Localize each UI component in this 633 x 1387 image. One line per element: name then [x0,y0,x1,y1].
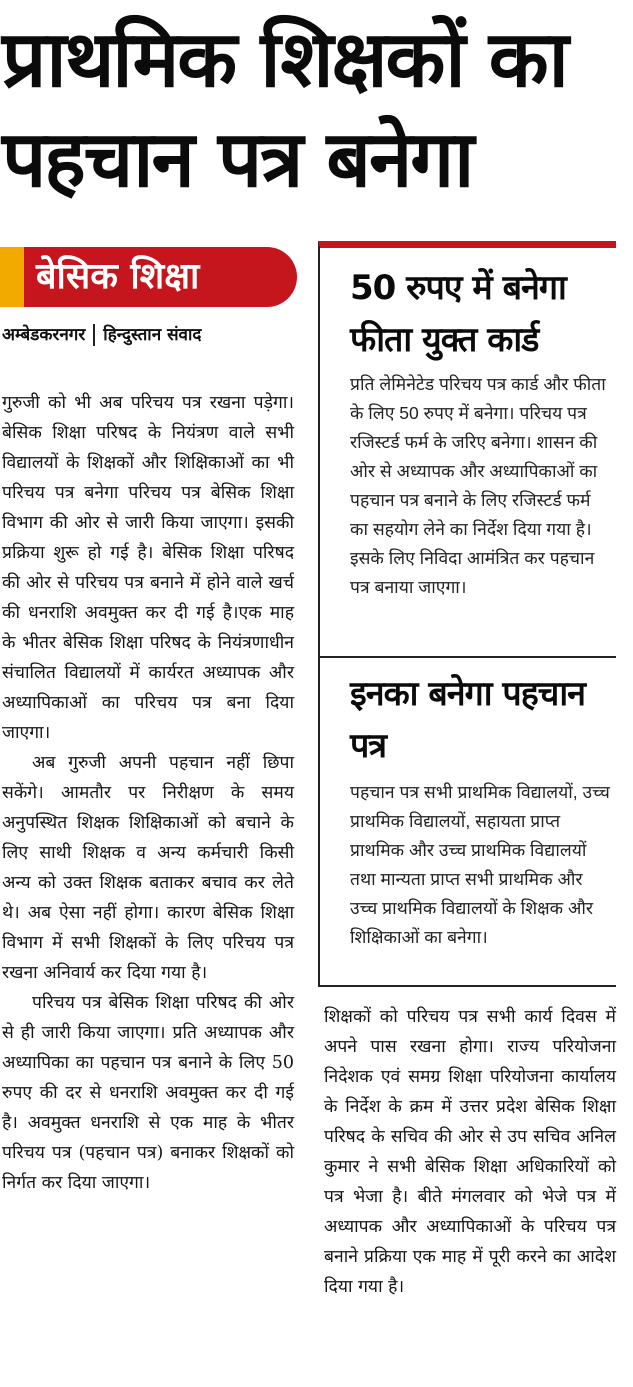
byline-separator [93,324,95,346]
section-tag-label: बेसिक शिक्षा [36,256,200,297]
headline: प्राथमिक शिक्षकों का पहचान पत्र बनेगा [2,15,567,205]
box2-heading: इनका बनेगा पहचान पत्र [350,674,586,766]
section-tag [0,247,297,307]
article-paragraph-1: गुरुजी को भी अब परिचय पत्र रखना पड़ेगा। बेसिक शिक्षा परिषद के नियंत्रण वाले सभी विद्यालयों के शिक्षकों और शिक्षिकाओं का भी परिचय पत्र बनेगा परिचय पत्र बेसिक शिक्षा विभाग की ओर से जारी किया जाएगा। इसकी प्रक्रिया शुरू हो गई है। बेसिक शिक्षा परिषद की ओर से परिचय पत्र बनाने में होने वाले खर्च की धनराशि अवमुक्त कर दी गई है।एक माह के भीतर बेसिक शिक्षा परिषद के नियंत्रणाधीन संचालित विद्यालयों में कार्यरत अध्यापक और अध्यापिकाओं का परिचय पत्र बना दिया जाएगा। [2,393,294,743]
box-divider [320,656,616,658]
box1-heading: 50 रुपए में बनेगा फीता युक्त कार्ड [350,268,566,360]
article-paragraph-4: शिक्षकों को परिचय पत्र सभी कार्य दिवस में अपने पास रखना होगा। राज्य परियोजना निदेशक एवं समग्र शिक्षा परियोजना कार्यालय के निर्देश के क्रम में उत्तर प्रदेश बेसिक शिक्षा परिषद के सचिव की ओर से उप सचिव अनिल कुमार ने सभी बेसिक शिक्षा अधिकारियों को पत्र भेजा है। बीते मंगलवार को भेजे पत्र में अध्यापक और अध्यापिकाओं के परिचय पत्र बनाने प्रक्रिया एक माह में पूरी करने का आदेश दिया गया है। [324,1007,616,1297]
byline [2,322,302,348]
sidebar-box [318,241,616,987]
box2-body: पहचान पत्र सभी प्राथमिक विद्यालयों, उच्च प्राथमिक विद्यालयों, सहायता प्राप्त प्राथमिक और उच्च प्राथमिक विद्यालयों तथा मान्यता प्राप्त सभी प्राथमिक और उच्च प्राथमिक विद्यालयों के शिक्षक और शिक्षिकाओं का बनेगा। [350,782,610,947]
byline-source: हिन्दुस्तान संवाद [103,325,202,345]
article-paragraph-2: अब गुरुजी अपनी पहचान नहीं छिपा सकेंगे। आमतौर पर निरीक्षण के समय अनुपस्थित शिक्षक शिक्षिकाओं को बचाने के लिए साथी शिक्षक व अन्य कर्मचारी किसी अन्य को उक्त शिक्षक बताकर बचाव कर लेते थे। अब ऐसा नहीं होगा। कारण बेसिक शिक्षा विभाग में सभी शिक्षकों के लिए परिचय पत्र रखना अनिवार्य कर दिया गया है। [2,753,294,983]
article-paragraph-3: परिचय पत्र बेसिक शिक्षा परिषद की ओर से ही जारी किया जाएगा। प्रति अध्यापक और अध्यापिका का पहचान पत्र बनाने के लिए 50 रुपए की दर से धनराशि अवमुक्त कर दी गई है। अवमुक्त धनराशि से एक माह के भीतर परिचय पत्र (पहचान पत्र) बनाकर शिक्षकों को निर्गत कर दिया जाएगा। [2,993,294,1193]
article-column-right [324,1002,616,1302]
section-tag-accent [0,247,24,307]
box1-body: प्रति लेमिनेटेड परिचय पत्र कार्ड और फीता के लिए 50 रुपए में बनेगा। परिचय पत्र रजिस्टर्ड फर्म के जरिए बनेगा। शासन की ओर से अध्यापक और अध्यापिकाओं का पहचान पत्र बनाने के लिए रजिस्टर्ड फर्म का सहयोग लेने का निर्देश दिया गया है। इसके लिए निविदा आमंत्रित कर पहचान पत्र बनाया जाएगा। [350,374,606,597]
article-column-left [2,388,294,1198]
byline-location: अम्बेडकरनगर [2,325,86,345]
